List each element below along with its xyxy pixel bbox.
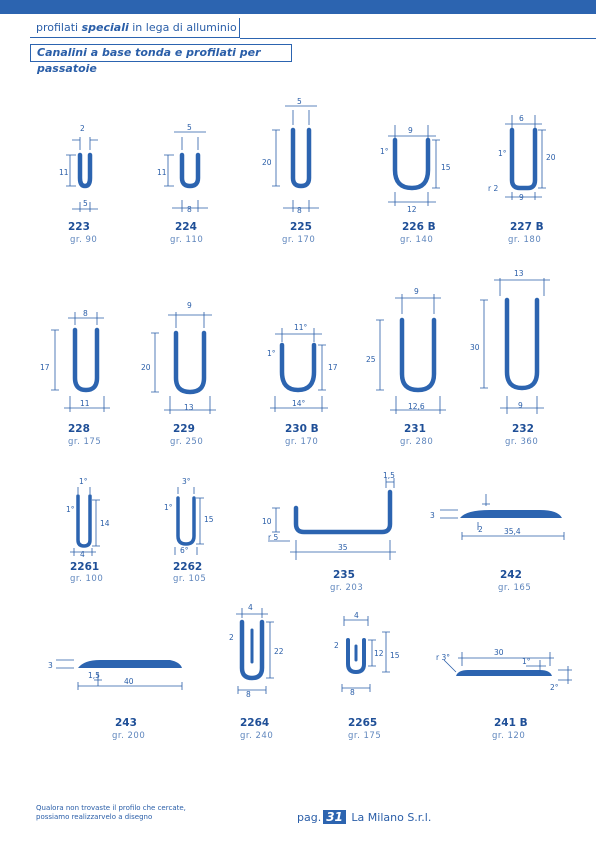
dim-label: 10	[262, 517, 272, 526]
profile-code: 235	[333, 569, 355, 581]
dim-label: 12,6	[408, 402, 425, 411]
dim-label: 9	[519, 193, 524, 202]
dim-label: 8	[187, 205, 192, 214]
profile-code: 226 B	[402, 221, 436, 233]
dim-label: r 2	[488, 184, 499, 193]
dim-label: 35,4	[504, 527, 521, 536]
profile-2265	[334, 611, 400, 741]
dim-label: 2	[478, 525, 483, 534]
profile-2261	[66, 477, 110, 584]
dim-label: 2	[229, 633, 234, 642]
dim-label: 1,5	[88, 671, 100, 680]
dim-label: 1°	[267, 349, 276, 358]
header-suffix: in lega di alluminio	[132, 21, 237, 34]
profile-code: 227 B	[510, 221, 544, 233]
profile-code: 228	[68, 423, 90, 435]
profile-code: 243	[115, 717, 137, 729]
profile-243	[48, 660, 182, 741]
profile-228	[40, 309, 110, 447]
profile-code: 2262	[173, 561, 203, 573]
profile-223	[59, 124, 98, 245]
dim-label: 40	[124, 677, 134, 686]
footer-note	[36, 804, 216, 822]
profile-weight: gr. 100	[70, 574, 104, 584]
profile-225	[262, 97, 319, 245]
profile-232	[470, 269, 550, 447]
dim-label: 17	[40, 363, 50, 372]
dim-label: 13	[514, 269, 524, 278]
profile-weight: gr. 170	[282, 235, 316, 245]
dim-label: 9	[187, 301, 192, 310]
profile-226b	[380, 125, 451, 245]
dim-label: 3	[430, 511, 435, 520]
profile-weight: gr. 280	[400, 437, 434, 447]
dim-label: 5	[297, 97, 302, 106]
dim-label: 3°	[182, 477, 191, 486]
footer-note-line: possiamo realizzarvelo a disegno	[36, 813, 153, 821]
dim-label: 15	[441, 163, 451, 172]
dim-label: 15	[390, 651, 400, 660]
dim-label: 30	[470, 343, 480, 352]
profile-code: 225	[290, 221, 312, 233]
dim-label: 17	[328, 363, 338, 372]
profile-weight: gr. 170	[285, 437, 319, 447]
profile-227b	[488, 114, 556, 245]
profile-weight: gr. 105	[173, 574, 207, 584]
dim-label: 12	[407, 205, 417, 214]
dim-label: 6°	[180, 546, 189, 555]
profile-code: 223	[68, 221, 90, 233]
profile-224	[157, 123, 208, 245]
profile-weight: gr. 110	[170, 235, 204, 245]
company-name: La Milano S.r.l.	[351, 811, 432, 824]
page-label: pag.	[297, 811, 322, 824]
dim-label: 11	[157, 168, 167, 177]
profile-code: 2261	[70, 561, 100, 573]
dim-label: 8	[83, 309, 88, 318]
header-emphasis: speciali	[81, 21, 129, 34]
dim-label: 5	[187, 123, 192, 132]
profile-code: 231	[404, 423, 426, 435]
page-footer	[297, 810, 431, 824]
dim-label: 9	[518, 401, 523, 410]
dim-label: 9	[414, 287, 419, 296]
profile-weight: gr. 180	[508, 235, 542, 245]
dim-label: 1°	[164, 503, 173, 512]
profile-241b	[436, 648, 572, 741]
profile-229	[141, 301, 216, 447]
dim-label: 35	[338, 543, 348, 552]
profile-code: 230 B	[285, 423, 319, 435]
dim-label: 1°	[522, 657, 531, 666]
dim-label: 4	[80, 550, 85, 559]
profile-code: 229	[173, 423, 195, 435]
dim-label: 2°	[550, 683, 559, 692]
profile-weight: gr. 200	[112, 731, 146, 741]
profile-weight: gr. 120	[492, 731, 526, 741]
profile-weight: gr. 140	[400, 235, 434, 245]
dim-label: r 3°	[436, 653, 450, 662]
profile-235	[262, 471, 396, 593]
dim-label: 14	[100, 519, 110, 528]
dim-label: 8	[246, 690, 251, 699]
dim-label: 25	[366, 355, 376, 364]
dim-label: 8	[297, 206, 302, 215]
dim-label: 1,5	[383, 471, 395, 480]
profile-2264	[229, 603, 284, 741]
profile-code: 2264	[240, 717, 270, 729]
profile-code: 241 B	[494, 717, 528, 729]
profile-weight: gr. 175	[348, 731, 382, 741]
dim-label: 12	[374, 649, 384, 658]
dim-label: 14°	[292, 399, 306, 408]
profile-242	[430, 494, 564, 593]
footer-note-line: Qualora non trovaste il profilo che cercate,	[36, 804, 186, 812]
profile-weight: gr. 175	[68, 437, 102, 447]
dim-label: 11°	[294, 323, 308, 332]
profile-weight: gr. 250	[170, 437, 204, 447]
dim-label: 1°	[79, 477, 88, 486]
header-prefix: profilati	[36, 21, 79, 34]
profile-230b	[267, 323, 338, 447]
dim-label: 20	[546, 153, 556, 162]
dim-label: 1°	[380, 147, 389, 156]
dim-label: 11	[59, 168, 69, 177]
dim-label: 30	[494, 648, 504, 657]
dim-label: 20	[262, 158, 272, 167]
dim-label: 4	[248, 603, 253, 612]
dim-label: 9	[408, 126, 413, 135]
dim-label: 1°	[66, 505, 75, 514]
dim-label: 3	[48, 661, 53, 670]
dim-label: 5	[83, 199, 88, 208]
page-subtitle: Canalini a base tonda e profilati per passatoie	[30, 44, 292, 62]
dim-label: 1°	[498, 149, 507, 158]
profile-code: 224	[175, 221, 197, 233]
dim-label: 13	[184, 403, 194, 412]
dim-label: 2	[334, 641, 339, 650]
dim-label: 11	[80, 399, 90, 408]
profile-weight: gr. 203	[330, 583, 364, 593]
page-number: 31	[323, 810, 346, 824]
dim-label: 22	[274, 647, 284, 656]
profile-code: 242	[500, 569, 522, 581]
profile-weight: gr. 360	[505, 437, 539, 447]
dim-label: 6	[519, 114, 524, 123]
profile-231	[366, 287, 446, 447]
dim-label: 4	[354, 611, 359, 620]
profile-weight: gr. 165	[498, 583, 532, 593]
profile-weight: gr. 240	[240, 731, 274, 741]
profile-code: 232	[512, 423, 534, 435]
dim-label: r 5	[268, 533, 279, 542]
profile-weight: gr. 90	[70, 235, 98, 245]
dim-label: 2	[80, 124, 85, 133]
profile-2262	[164, 477, 214, 584]
dim-label: 8	[350, 688, 355, 697]
dim-label: 15	[204, 515, 214, 524]
dim-label: 20	[141, 363, 151, 372]
profile-code: 2265	[348, 717, 378, 729]
